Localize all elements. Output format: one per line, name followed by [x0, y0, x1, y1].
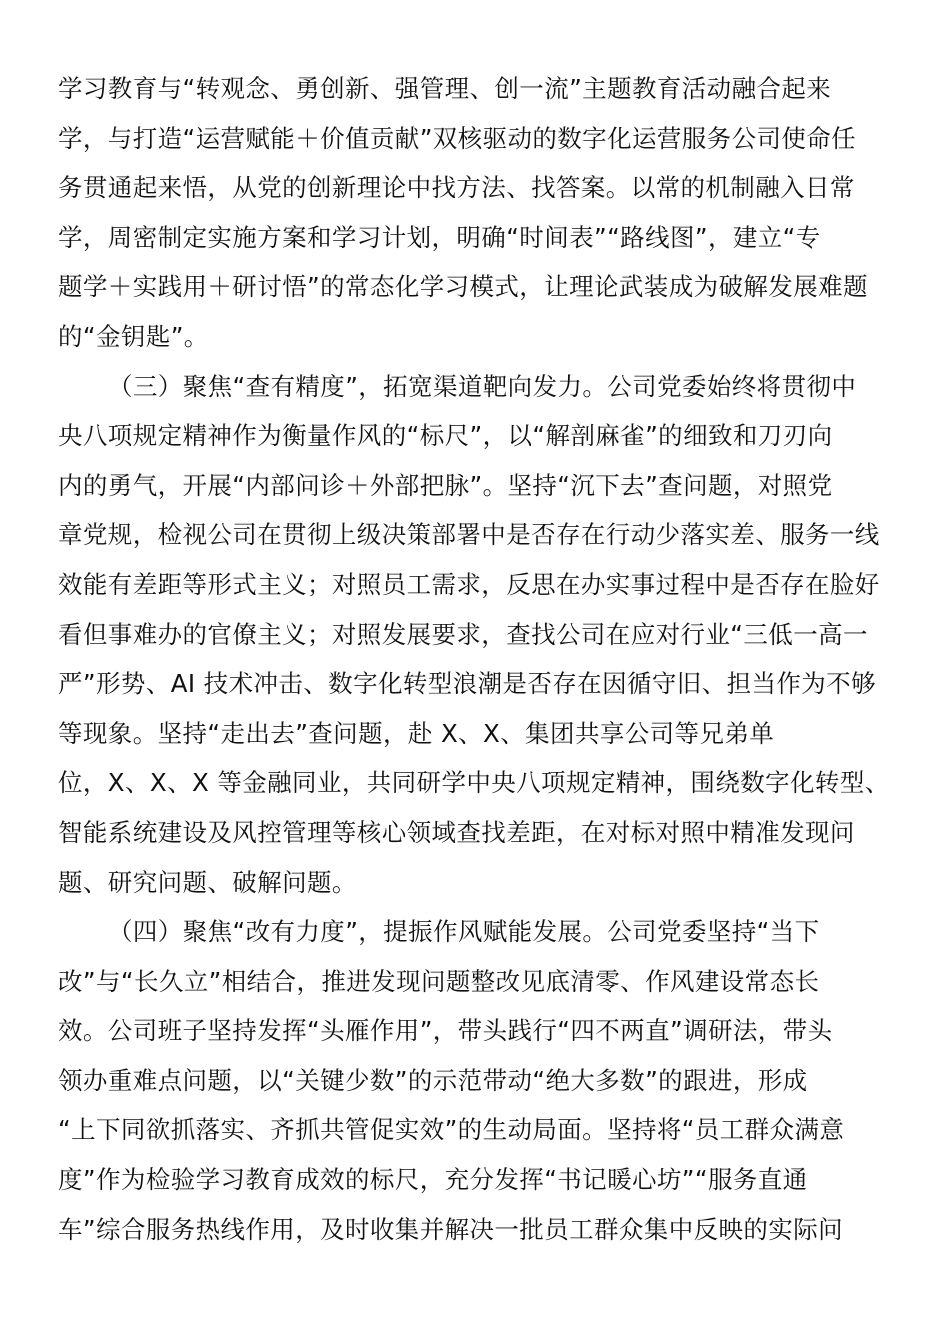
text-line: 效能有差距等形式主义；对照员工需求，反思在办实事过程中是否存在脸好	[58, 569, 880, 599]
section-heading-line: （三）聚焦“查有精度”，拓宽渠道靶向发力。公司党委始终将贯彻中	[108, 371, 857, 401]
text-line: 章党规，检视公司在贯彻上级决策部署中是否存在行动少落实差、服务一线	[58, 520, 880, 550]
text-line: 改”与“长久立”相结合，推进发现问题整改见底清零、作风建设常态长	[58, 966, 820, 996]
text-line: 领办重难点问题，以“关键少数”的示范带动“绝大多数”的跟进，形成	[58, 1065, 808, 1095]
text-line: 位，X、X、X 等金融同业，共同研学中央八项规定精神，围绕数字化转型、	[58, 768, 890, 798]
body-text	[58, 64, 888, 1254]
text-line: 央八项规定精神作为衡量作风的“标尺”，以“解剖麻雀”的细致和刀刃向	[58, 421, 833, 451]
text-line: 内的勇气，开展“内部问诊＋外部把脉”。坚持“沉下去”查问题，对照党	[58, 470, 833, 500]
text-line: 看但事难办的官僚主义；对照发展要求，查找公司在应对行业“三低一高一	[58, 619, 868, 649]
text-line: 效。公司班子坚持发挥“头雁作用”，带头践行“四不两直”调研法，带头	[58, 1016, 833, 1046]
text-line: “上下同欲抓落实、齐抓共管促实效”的生动局面。坚持将“员工群众满意	[58, 1115, 845, 1145]
text-line: 题学＋实践用＋研讨悟”的常态化学习模式，让理论武装成为破解发展难题	[58, 272, 868, 302]
text-line: 车”综合服务热线作用，及时收集并解决一批员工群众集中反映的实际问	[58, 1214, 843, 1244]
text-line: 的“金钥匙”。	[58, 321, 209, 351]
text-line: 学，周密制定实施方案和学习计划，明确“时间表”“路线图”，建立“专	[58, 222, 821, 252]
text-line: 严”形势、AI 技术冲击、数字化转型浪潮是否存在因循守旧、担当作为不够	[58, 669, 876, 699]
text-line: 题、研究问题、破解问题。	[58, 867, 357, 897]
text-line: 务贯通起来悟，从党的创新理论中找方法、找答案。以常的机制融入日常	[58, 173, 855, 203]
section-heading-line: （四）聚焦“改有力度”，提振作风赋能发展。公司党委坚持“当下	[108, 917, 820, 947]
text-line: 智能系统建设及风控管理等核心领域查找差距，在对标对照中精准发现问	[58, 817, 855, 847]
text-line: 度”作为检验学习教育成效的标尺，充分发挥“书记暖心坊”“服务直通	[58, 1165, 808, 1195]
text-line: 学，与打造“运营赋能＋价值贡献”双核驱动的数字化运营服务公司使命任	[58, 123, 857, 153]
text-line: 等现象。坚持“走出去”查问题，赴 X、X、集团共享公司等兄弟单	[58, 718, 775, 748]
text-line: 学习教育与“转观念、勇创新、强管理、创一流”主题教育活动融合起来	[58, 74, 832, 103]
